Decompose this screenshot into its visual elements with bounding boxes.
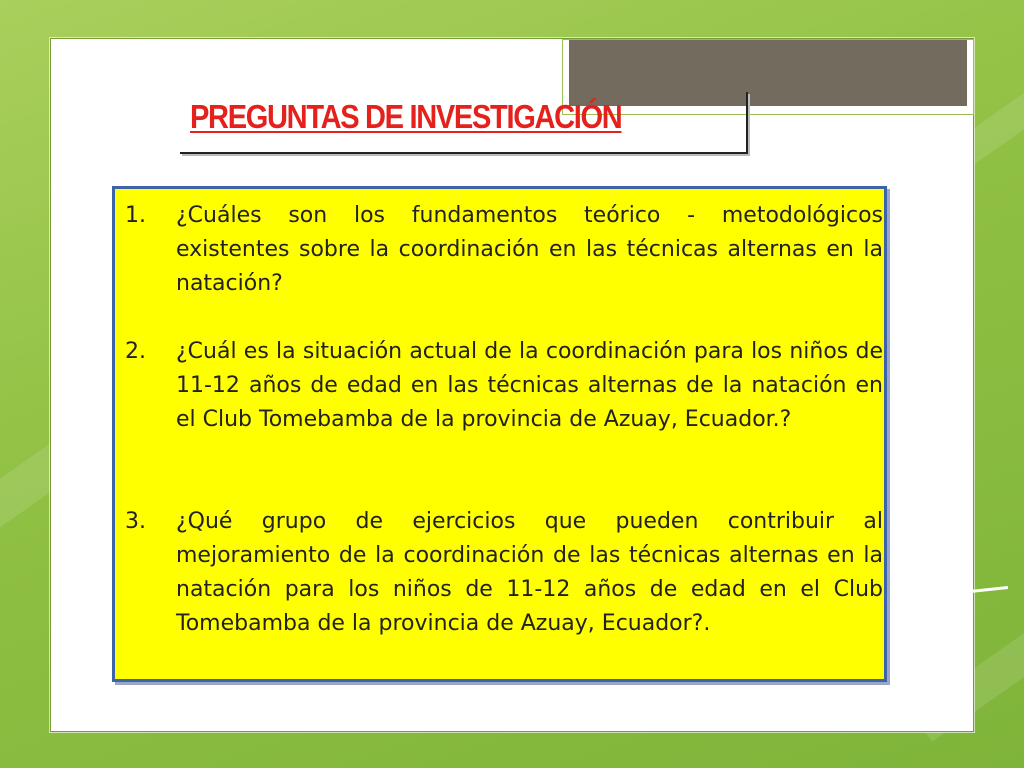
question-item xyxy=(125,199,883,301)
title-underline-frame xyxy=(180,152,748,154)
question-text: ¿Qué grupo de ejercicios que pueden contribuir al mejoramiento de la coordinación de las técnicas alternas en la natación para los niños de 11-12 años de edad en el Club Tomebamba de la provincia de Azuay, Ecuador?. xyxy=(176,509,883,636)
question-item xyxy=(125,335,883,437)
question-item xyxy=(125,505,883,641)
page-title: PREGUNTAS DE INVESTIGACIÓN xyxy=(190,98,622,135)
question-text: ¿Cuál es la situación actual de la coordinación para los niños de 11-12 años de edad en las técnicas alternas de la natación en el Club Tomebamba de la provincia de Azuay, Ecuador.? xyxy=(176,339,883,432)
question-number: 3. xyxy=(125,509,146,534)
question-number: 1. xyxy=(125,203,146,228)
decorative-dash xyxy=(970,586,1008,593)
title-side-frame xyxy=(746,92,748,154)
question-text: ¿Cuáles son los fundamentos teórico - metodológicos existentes sobre la coordinación en las técnicas alternas en la natación? xyxy=(176,203,883,296)
question-number: 2. xyxy=(125,339,146,364)
research-questions-box xyxy=(112,186,887,682)
title-frame xyxy=(180,92,748,154)
